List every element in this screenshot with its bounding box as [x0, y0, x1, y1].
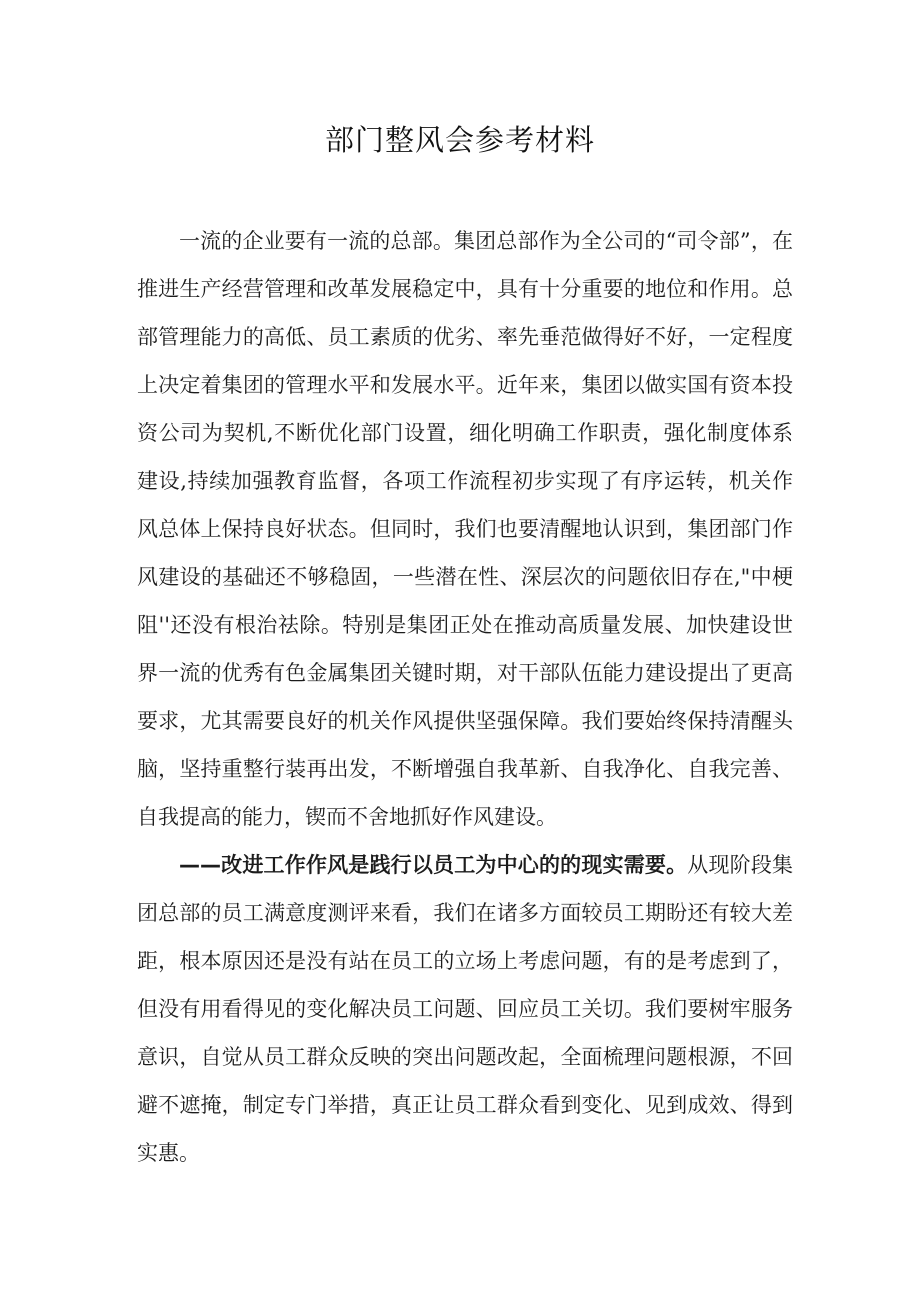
- paragraph-intro: [137, 217, 793, 841]
- document-title: 部门整风会参考材料: [324, 123, 595, 157]
- paragraph-intro-text: 一流的企业要有一流的总部。集团总部作为全公司的“司令部”，在推进生产经营管理和改革发展稳定中，具有十分重要的地位和作用。总部管理能力的高低、员工素质的优劣、率先垂范做得好不好，一定程度上决定着集团的管理水平和发展水平。近年来，集团以做实国有资本投资公司为契机,不断优化部门设置，细化明确工作职责，强化制度体系建设,持续加强教育监督，各项工作流程初步实现了有序运转，机关作风总体上保持良好状态。但同时，我们也要清醒地认识到，集团部门作风建设的基础还不够稳固，一些潜在性、深层次的问题依旧存在,"中梗阻''还没有根治祛除。特别是集团正处在推动高质量发展、加快建设世界一流的优秀有色金属集团关键时期，对干部队伍能力建设提出了更高要求，尤其需要良好的机关作风提供坚强保障。我们要始终保持清醒头脑，坚持重整行装再出发，不断增强自我革新、自我净化、自我完善、自我提高的能力，锲而不舍地抓好作风建设。: [137, 229, 793, 829]
- paragraph-work-style: [137, 841, 793, 1177]
- document-body: [137, 172, 793, 1177]
- paragraph-work-style-heading: ——改进工作作风是践行以员工为中心的的现实需要。: [179, 853, 688, 877]
- paragraph-work-style-text: 从现阶段集团总部的员工满意度测评来看，我们在诸多方面较员工期盼还有较大差距，根本原因还是没有站在员工的立场上考虑问题，有的是考虑到了，但没有用看得见的变化解决员工问题、回应员工关切。我们要树牢服务意识，自觉从员工群众反映的突出问题改起，全面梳理问题根源，不回避不遮掩，制定专门举措，真正让员工群众看到变化、见到成效、得到实惠。: [137, 853, 794, 1165]
